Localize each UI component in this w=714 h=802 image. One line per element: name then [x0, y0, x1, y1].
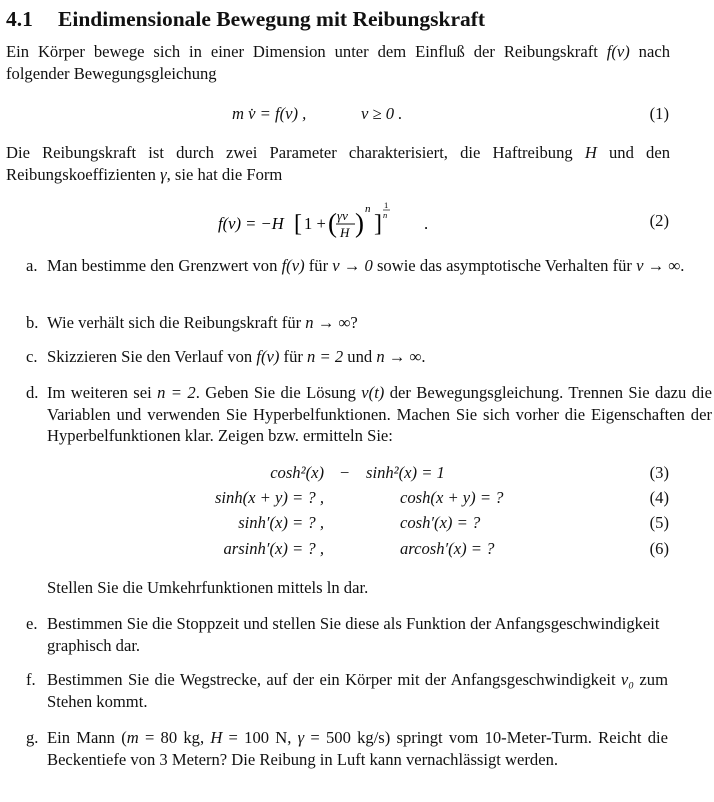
eq3-left: cosh²(x): [270, 463, 324, 482]
task-a-text: Man bestimme den Grenzwert von: [47, 256, 282, 275]
task-text-g: [47, 727, 668, 770]
desc-math-gamma: γ: [160, 164, 167, 184]
task-d-text: der Bewegungsgleichung. Trennen Sie dazu die Variablen und verwenden Sie Hyperbelfunktionen. Machen Sie sich vorher die Eigenschaften der Hyperbelfunktionen klar. Zeigen bzw. ermitteln Sie:: [47, 383, 712, 446]
eq2-lhs: f(v) = −H: [218, 214, 284, 233]
task-label-a: a.: [26, 256, 38, 275]
equation-3-number: (3): [649, 463, 669, 482]
task-text-f: [47, 669, 668, 712]
eq2-period: .: [424, 214, 429, 233]
task-e-text: Bestimmen Sie die Stoppzeit und stellen Sie diese als Funktion der Anfangsgeschwindigkeit graphisch dar.: [47, 614, 660, 655]
task-label-e: e.: [26, 614, 38, 633]
equation-5: [0, 512, 714, 534]
equation-4-number: (4): [649, 488, 669, 507]
task-b-text: ?: [350, 313, 358, 332]
task-a-math: f(v): [281, 256, 305, 275]
task-d-math: v(t): [361, 383, 385, 402]
task-c-math: n = 2: [307, 347, 344, 366]
eq2-one-plus: 1 +: [304, 214, 326, 233]
description-paragraph: [6, 142, 670, 185]
task-c-text: Skizzieren Sie den Verlauf von: [47, 347, 257, 366]
task-text-c: [47, 346, 712, 368]
eq2-exponent-n: n: [365, 203, 371, 215]
eq5-left: sinh′(x) = ? ,: [238, 513, 324, 532]
eq2-frac-denominator: H: [340, 225, 350, 240]
intro-text-2: nach folgender Bewegungsgleichung: [6, 42, 670, 83]
task-c-text: .: [421, 347, 426, 366]
task-c-math: f(v): [256, 347, 280, 366]
eq2-outer-exp-numerator: 1: [384, 200, 389, 210]
eq4-left: sinh(x + y) = ? ,: [214, 488, 324, 507]
eq2-outer-exp-denominator: n: [383, 210, 388, 220]
task-d-text: Im weiteren sei: [47, 383, 158, 402]
eq6-left: arsinh′(x) = ? ,: [223, 539, 324, 558]
task-a-math: v → ∞: [636, 256, 681, 275]
eq2-left-bracket: [: [294, 211, 302, 237]
desc-text-3: , sie hat die Form: [166, 164, 283, 184]
equation-2: [0, 198, 714, 246]
task-b-math: n → ∞: [305, 313, 351, 332]
intro-text-1: Ein Körper bewege sich in einer Dimension unter dem Einfluß der Reibungskraft: [6, 42, 607, 61]
task-a-text: .: [680, 256, 685, 275]
task-a-text: für: [304, 256, 333, 275]
task-a-math: v → 0: [332, 256, 373, 275]
equation-6: [0, 538, 714, 560]
equation-4: [0, 487, 714, 509]
task-f-text: Bestimmen Sie die Wegstrecke, auf der ein Körper mit der Anfangsgeschwindigkeit: [47, 670, 621, 689]
task-f-text: zum Stehen kommt.: [47, 670, 668, 711]
task-a-text: sowie das asymptotische Verhalten für: [372, 256, 637, 275]
task-g-text: = 500 kg/s) springt vom 10-Meter-Turm. Reicht die Beckentiefe von 3 Metern? Die Reibung in Luft kann vernachlässigt werden.: [47, 728, 668, 769]
task-text-b: [47, 312, 712, 334]
eq5-right: cosh′(x) = ?: [400, 513, 481, 532]
task-label-g: g.: [26, 728, 39, 747]
task-g-math: γ: [297, 728, 305, 747]
desc-text-2: und den Reibungskoeffizienten: [6, 143, 670, 184]
inverse-function-note: Stellen Sie die Umkehrfunktionen mittels ln dar.: [47, 578, 369, 597]
equation-6-number: (6): [649, 539, 669, 558]
eq4-right: cosh(x + y) = ?: [400, 488, 504, 507]
eq2-left-paren: (: [328, 208, 337, 238]
section-heading: [6, 6, 485, 34]
equation-2-formula: [218, 198, 438, 246]
task-label-f: f.: [26, 670, 36, 689]
task-text-e: [47, 613, 712, 656]
section-title: Eindimensionale Bewegung mit Reibungskraft: [58, 7, 486, 31]
eq2-right-bracket: ]: [374, 211, 382, 237]
eq2-right-paren: ): [355, 208, 364, 238]
equation-3: [0, 462, 714, 484]
equation-5-number: (5): [649, 513, 669, 532]
eq6-right: arcosh′(x) = ?: [400, 539, 495, 558]
task-c-math: n → ∞: [376, 347, 422, 366]
task-g-math: m: [126, 728, 139, 747]
task-c-text: für: [279, 347, 308, 366]
task-d-text: . Geben Sie die Lösung: [195, 383, 362, 402]
desc-text-1: Die Reibungskraft ist durch zwei Parameter charakterisiert, die Haftreibung: [6, 143, 585, 162]
task-g-text: = 80 kg,: [138, 728, 211, 747]
equation-1-condition: v ≥ 0 .: [361, 104, 403, 123]
task-label-b: b.: [26, 313, 39, 332]
eq2-frac-numerator: γv: [337, 208, 348, 223]
task-f-math: v₀: [620, 670, 635, 689]
equation-2-number: (2): [649, 211, 669, 230]
equation-1: [0, 103, 714, 127]
task-c-text: und: [343, 347, 377, 366]
eq3-right: sinh²(x) = 1: [366, 463, 445, 482]
task-text-a: [47, 255, 712, 277]
section-number: 4.1: [6, 7, 33, 31]
task-label-d: d.: [26, 383, 39, 402]
task-g-text: Ein Mann (: [47, 728, 127, 747]
task-g-text: = 100 N,: [222, 728, 298, 747]
task-d-math: n = 2: [157, 383, 196, 402]
intro-paragraph: [6, 41, 670, 84]
desc-math-H: H: [584, 143, 597, 162]
task-text-d: [47, 382, 712, 447]
eq3-minus: −: [340, 463, 350, 482]
equation-1-number: (1): [649, 104, 669, 123]
intro-math-fv: f(v): [606, 42, 630, 61]
task-b-text: Wie verhält sich die Reibungskraft für: [47, 313, 306, 332]
task-label-c: c.: [26, 347, 38, 366]
equation-1-body: m v̇ = f(v) ,: [232, 104, 307, 123]
task-g-math: H: [210, 728, 223, 747]
